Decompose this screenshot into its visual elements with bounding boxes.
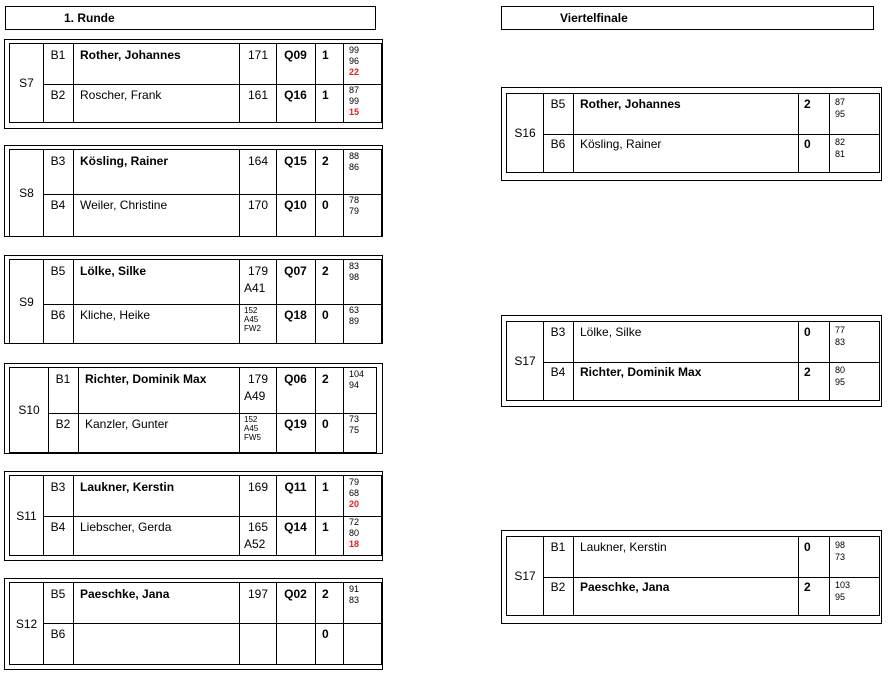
column-divider <box>343 368 344 452</box>
column-divider <box>829 322 830 400</box>
player-name: Lölke, Silke <box>580 325 642 339</box>
game-score: 72 <box>349 517 360 527</box>
column-divider <box>798 322 799 400</box>
header-first-round-label: 1. Runde <box>64 11 115 25</box>
match-id: S9 <box>19 294 34 309</box>
qualifier-id: Q18 <box>284 308 307 322</box>
game-score: 22 <box>349 67 360 77</box>
board-number: B2 <box>50 88 66 102</box>
game-score: 73 <box>349 414 360 424</box>
qualifier-id: Q15 <box>284 154 307 168</box>
column-divider <box>573 322 574 400</box>
match-score: 0 <box>322 308 329 322</box>
player-rating: 179 <box>247 372 268 386</box>
qualifier-id: Q02 <box>284 587 307 601</box>
board-number: B4 <box>550 365 566 379</box>
row-divider <box>543 362 879 363</box>
player-name: Richter, Dominik Max <box>580 365 702 379</box>
game-score: 99 <box>349 45 360 55</box>
board-number: B4 <box>50 520 66 534</box>
player-name: Roscher, Frank <box>80 88 162 102</box>
game-score: 68 <box>349 488 360 498</box>
player-rating-code: A49 <box>244 389 266 403</box>
qualifier-id: Q16 <box>284 88 307 102</box>
game-score: 73 <box>835 552 846 562</box>
player-name: Kliche, Heike <box>80 308 151 322</box>
game-score: 77 <box>835 325 846 335</box>
player-name: Paeschke, Jana <box>580 580 670 594</box>
match-score: 2 <box>804 365 811 379</box>
row-divider <box>43 304 381 305</box>
rating-detail: A45 <box>244 315 259 324</box>
player-rating: 164 <box>247 154 268 168</box>
board-number: B5 <box>550 97 566 111</box>
match-s10 <box>4 363 383 454</box>
row-divider <box>543 134 879 135</box>
rating-detail: FW5 <box>244 433 261 442</box>
board-number: B4 <box>50 198 66 212</box>
quarterfinal-table <box>506 93 880 173</box>
player-name: Rother, Johannes <box>80 48 181 62</box>
match-id: S11 <box>16 508 37 523</box>
board-number: B3 <box>550 325 566 339</box>
column-divider <box>343 150 344 236</box>
column-divider <box>343 44 344 122</box>
game-score: 20 <box>349 499 360 509</box>
match-id: S8 <box>19 186 34 200</box>
match-id: S17 <box>514 569 536 583</box>
row-divider <box>43 516 381 517</box>
game-score: 104 <box>349 369 365 379</box>
match-s7 <box>4 39 383 129</box>
match-score: 1 <box>322 48 329 62</box>
match-s11 <box>4 471 383 561</box>
match-score: 1 <box>322 88 329 102</box>
board-number: B1 <box>550 540 566 554</box>
board-number: B6 <box>50 627 66 641</box>
player-name: Kösling, Rainer <box>80 154 169 168</box>
match-score: 2 <box>804 97 811 111</box>
player-name: Rother, Johannes <box>580 97 681 111</box>
rating-detail: 152 <box>244 306 258 315</box>
match-id: S10 <box>18 403 40 417</box>
player-name: Weiler, Christine <box>80 198 168 212</box>
game-score: 91 <box>349 584 360 594</box>
board-number: B2 <box>550 580 566 594</box>
column-divider <box>573 94 574 172</box>
column-divider <box>829 537 830 615</box>
game-score: 15 <box>349 107 360 117</box>
column-divider <box>315 260 316 343</box>
game-score: 86 <box>349 162 360 172</box>
qualifier-id: Q11 <box>284 480 307 494</box>
match-id: S16 <box>514 126 536 140</box>
row-divider <box>43 84 381 85</box>
player-rating-code: A41 <box>244 281 266 295</box>
game-score: 95 <box>835 109 846 119</box>
match-score: 2 <box>804 580 811 594</box>
column-divider <box>798 94 799 172</box>
game-score: 83 <box>349 261 360 271</box>
match-id: S12 <box>15 616 38 631</box>
row-divider <box>543 577 879 578</box>
game-score: 79 <box>349 206 360 216</box>
game-score: 75 <box>349 425 360 435</box>
player-rating-code: A52 <box>244 537 266 551</box>
game-score: 103 <box>835 580 851 590</box>
match-score: 0 <box>804 540 811 554</box>
qualifier-id: Q06 <box>284 372 307 386</box>
board-number: B3 <box>50 480 66 494</box>
column-divider <box>315 150 316 236</box>
match-score: 2 <box>322 587 329 601</box>
board-number: B6 <box>550 137 566 151</box>
match-score: 2 <box>322 372 329 386</box>
header-quarterfinal-label: Viertelfinale <box>560 11 628 25</box>
qualifier-id: Q14 <box>284 520 307 534</box>
game-score: 95 <box>835 377 846 387</box>
game-score: 83 <box>349 595 360 605</box>
player-rating: 179 <box>247 264 268 278</box>
player-name: Kösling, Rainer <box>580 137 662 151</box>
game-score: 87 <box>835 97 846 107</box>
quarterfinal-table <box>506 536 880 616</box>
rating-detail: A45 <box>244 424 259 433</box>
match-table <box>9 149 382 237</box>
qualifier-id: Q19 <box>284 417 307 431</box>
match-table <box>9 582 382 665</box>
player-name: Liebscher, Gerda <box>80 520 172 534</box>
match-score: 0 <box>322 198 329 212</box>
board-number: B2 <box>55 417 71 431</box>
rating-detail: 152 <box>244 415 258 424</box>
game-score: 99 <box>349 96 360 106</box>
game-score: 98 <box>835 540 846 550</box>
match-score: 0 <box>804 325 811 339</box>
match-id: S17 <box>514 354 536 368</box>
match-table <box>9 259 382 344</box>
match-s12 <box>4 578 383 670</box>
player-name: Laukner, Kerstin <box>580 540 667 554</box>
game-score: 79 <box>349 477 360 487</box>
game-score: 88 <box>349 151 360 161</box>
column-divider <box>73 150 74 236</box>
column-divider <box>315 44 316 122</box>
game-score: 83 <box>835 337 846 347</box>
match-id: S7 <box>19 76 34 90</box>
quarterfinal-s17 <box>501 315 882 407</box>
board-number: B5 <box>50 264 66 278</box>
qualifier-id: Q07 <box>284 264 307 278</box>
rating-detail: FW2 <box>244 324 261 333</box>
player-rating: 165 <box>247 520 268 534</box>
game-score: 95 <box>835 592 846 602</box>
game-score: 81 <box>835 149 846 159</box>
player-rating: 197 <box>247 587 268 601</box>
player-name: Kanzler, Gunter <box>85 417 169 431</box>
board-number: B3 <box>50 154 66 168</box>
match-table <box>9 43 382 123</box>
quarterfinal-s17 <box>501 530 882 624</box>
match-score: 0 <box>322 417 329 431</box>
match-score: 1 <box>322 480 329 494</box>
quarterfinal-s16 <box>501 87 882 181</box>
quarterfinal-table <box>506 321 880 401</box>
game-score: 80 <box>835 365 846 375</box>
match-score: 2 <box>322 154 329 168</box>
game-score: 94 <box>349 380 360 390</box>
game-score: 18 <box>349 539 360 549</box>
game-score: 87 <box>349 85 360 95</box>
header-quarterfinal <box>501 6 874 30</box>
row-divider <box>43 194 381 195</box>
column-divider <box>73 44 74 122</box>
game-score: 78 <box>349 195 360 205</box>
player-name: Lölke, Silke <box>80 264 147 278</box>
row-divider <box>48 413 376 414</box>
match-score: 0 <box>322 627 329 641</box>
game-score: 89 <box>349 316 360 326</box>
player-rating: 161 <box>247 88 268 102</box>
match-score: 1 <box>322 520 329 534</box>
player-name: Paeschke, Jana <box>80 587 170 601</box>
game-score: 98 <box>349 272 360 282</box>
game-score: 82 <box>835 137 846 147</box>
match-table <box>9 367 377 453</box>
row-divider <box>43 623 381 624</box>
column-divider <box>829 94 830 172</box>
header-first-round <box>5 6 376 30</box>
column-divider <box>73 260 74 343</box>
game-score: 63 <box>349 305 360 315</box>
match-score: 2 <box>322 264 329 278</box>
player-rating: 169 <box>247 480 268 494</box>
qualifier-id: Q09 <box>284 48 307 62</box>
column-divider <box>573 537 574 615</box>
column-divider <box>343 260 344 343</box>
game-score: 80 <box>349 528 360 538</box>
player-rating: 171 <box>247 48 268 62</box>
board-number: B5 <box>50 587 66 601</box>
player-rating: 170 <box>247 198 268 212</box>
match-s9 <box>4 255 383 344</box>
player-name: Richter, Dominik Max <box>85 372 207 386</box>
board-number: B1 <box>55 372 71 386</box>
column-divider <box>78 368 79 452</box>
match-table <box>9 475 382 556</box>
column-divider <box>798 537 799 615</box>
player-name: Laukner, Kerstin <box>80 480 175 494</box>
column-divider <box>315 368 316 452</box>
board-number: B1 <box>50 48 66 62</box>
game-score: 96 <box>349 56 360 66</box>
board-number: B6 <box>50 308 66 322</box>
match-s8 <box>4 145 383 237</box>
qualifier-id: Q10 <box>284 198 307 212</box>
match-score: 0 <box>804 137 811 151</box>
